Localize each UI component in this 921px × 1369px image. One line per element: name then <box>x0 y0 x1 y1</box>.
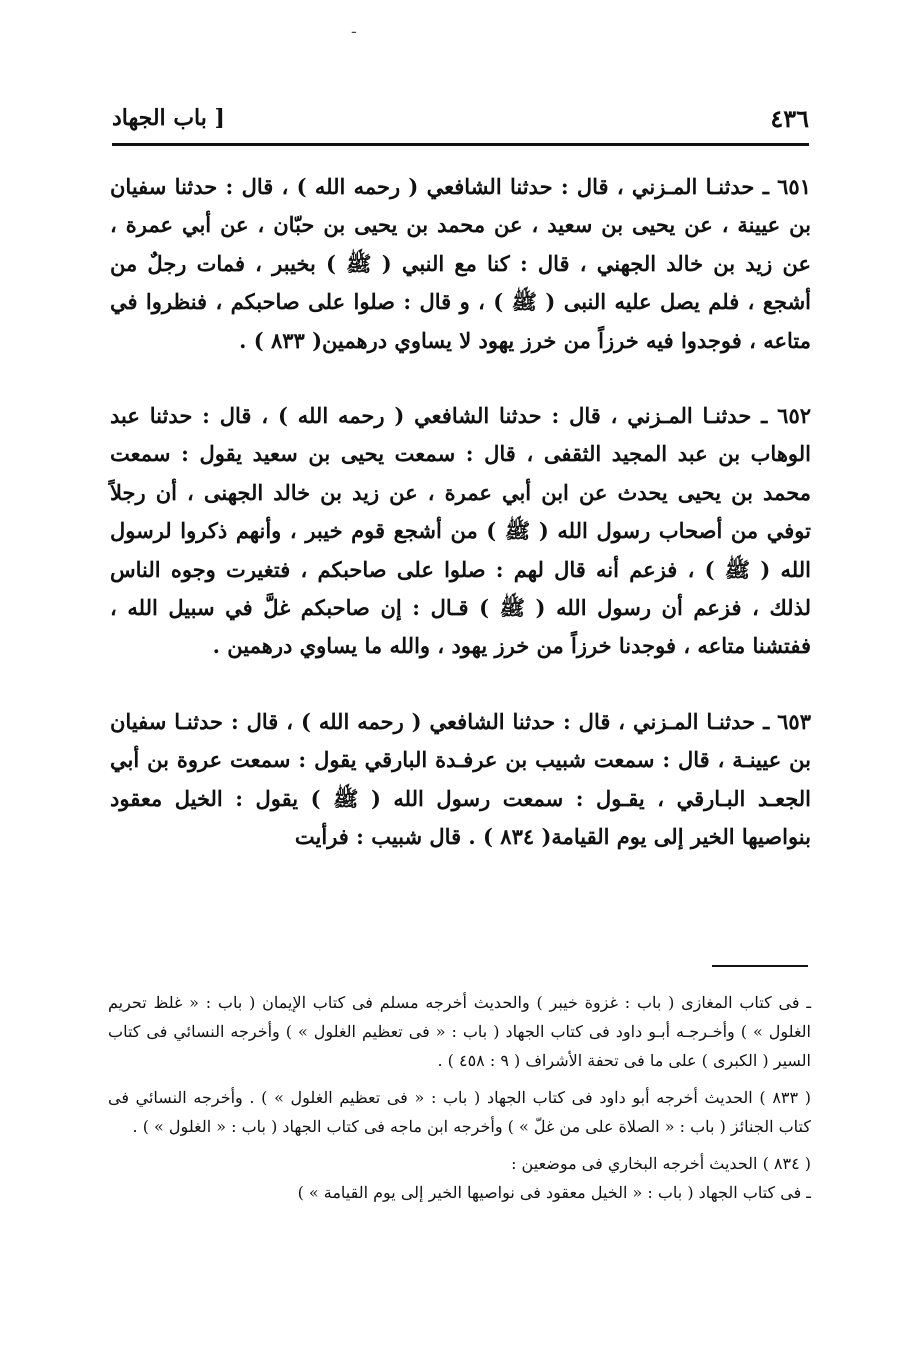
hadith-651 <box>110 168 811 360</box>
footnote-834-detail: ـ فى كتاب الجهاد ( باب : « الخيل معقود فى نواصيها الخير إلى يوم القيامة » ) <box>297 1183 811 1202</box>
hadith-text: ـ حدثنـا المـزني ، قال : حدثنا الشافعي ( رحمه الله ) ، قال : حدثنا سفيان بن عيينة ، عن يحيى بن سعيد ، عن محمد بن يحيى بن حبّان ، عن أبي عمرة ، عن زيد بن خالد الجهني ، قال : كنا مع النبي ( ﷺ ) بخيبر ، فمات رجلٌ من أشجع ، فلم يصل عليه النبى ( ﷺ ) ، و قال : صلوا على صاحبكم ، فنظروا في متاعه ، فوجدوا فيه خرزاً من خرز يهود لا يساوي درهمين( ٨٣٣ ) . <box>110 174 811 353</box>
running-head: [ باب الجهاد <box>112 105 225 131</box>
page-header <box>112 98 809 138</box>
hadith-number: ٦٥١ <box>777 174 811 199</box>
footnote-continuation: ـ فى كتاب المغازى ( باب : غزوة خيبر ) والحديث أخرجه مسلم فى كتاب الإيمان ( باب : « غلظ تحريم الغلول » ) وأخـرجـه أبـو داود فى كتاب الجهاد ( باب : « فى تعظيم الغلول » ) وأخرجه النسائي فى كتاب السير ( الكبرى ) على ما فى تحفة الأشراف ( ٩ : ٤٥٨ ) . <box>108 993 811 1070</box>
main-text <box>110 168 811 894</box>
footnote-833: ( ٨٣٣ ) الحديث أخرجه أبو داود فى كتاب الجهاد ( باب : « فى تعظيم الغلول » ) . وأخرجه النسائي فى كتاب الجنائز ( باب : « الصلاة على من غلّ » ) وأخرجه ابن ماجه فى كتاب الجهاد ( باب : « الغلول » ) . <box>108 1088 811 1136</box>
page-number: ٤٣٦ <box>770 103 809 133</box>
hadith-text: ـ حدثنـا المـزني ، قال : حدثنا الشافعي ( رحمه الله ) ، قال : حدثنا عبد الوهاب بن عبد المجيد الثقفى ، قال : سمعت يحيى بن سعيد يقول : سمعت محمد بن يحيى يحدث عن ابن أبي عمرة ، عن زيد بن خالد الجهنى ، أن رجلاً توفي من أصحاب رسول الله ( ﷺ ) من أشجع قوم خيبر ، وأنهم ذكروا لرسول الله ( ﷺ ) ، فزعم أنه قال لهم : صلوا على صاحبكم ، فتغيرت وجوه الناس لذلك ، فزعم أن رسول الله ( ﷺ ) قـال : إن صاحبكم غلَّ في سبيل الله ، ففتشنا متاعه ، فوجدنا خرزاً من خرز يهود ، والله ما يساوي درهمين . <box>110 403 811 659</box>
hadith-653 <box>110 703 811 857</box>
hadith-number: ٦٥٢ <box>777 403 812 429</box>
footnotes <box>108 988 811 1215</box>
stray-mark: ـ <box>351 21 356 37</box>
footnote-separator <box>712 965 808 967</box>
header-rule <box>112 143 809 146</box>
footnote-834: ( ٨٣٤ ) الحديث أخرجه البخاري فى موضعين : <box>511 1154 811 1173</box>
hadith-652 <box>110 397 811 666</box>
hadith-text: ـ حدثنـا المـزني ، قال : حدثنا الشافعي ( رحمه الله ) ، قال : حدثنـا سفيان بن عيينـة ، قال : سمعت شبيب بن عرفـدة البارقي يقول : سمعت عروة بن أبي الجعـد البـارقي ، يقـول : سمعت رسول الله ( ﷺ ) يقول : الخيل معقود بنواصيها الخير إلى يوم القيامة( ٨٣٤ ) . قال شبيب : فرأيت <box>110 708 811 850</box>
hadith-number: ٦٥٣ <box>777 708 811 734</box>
